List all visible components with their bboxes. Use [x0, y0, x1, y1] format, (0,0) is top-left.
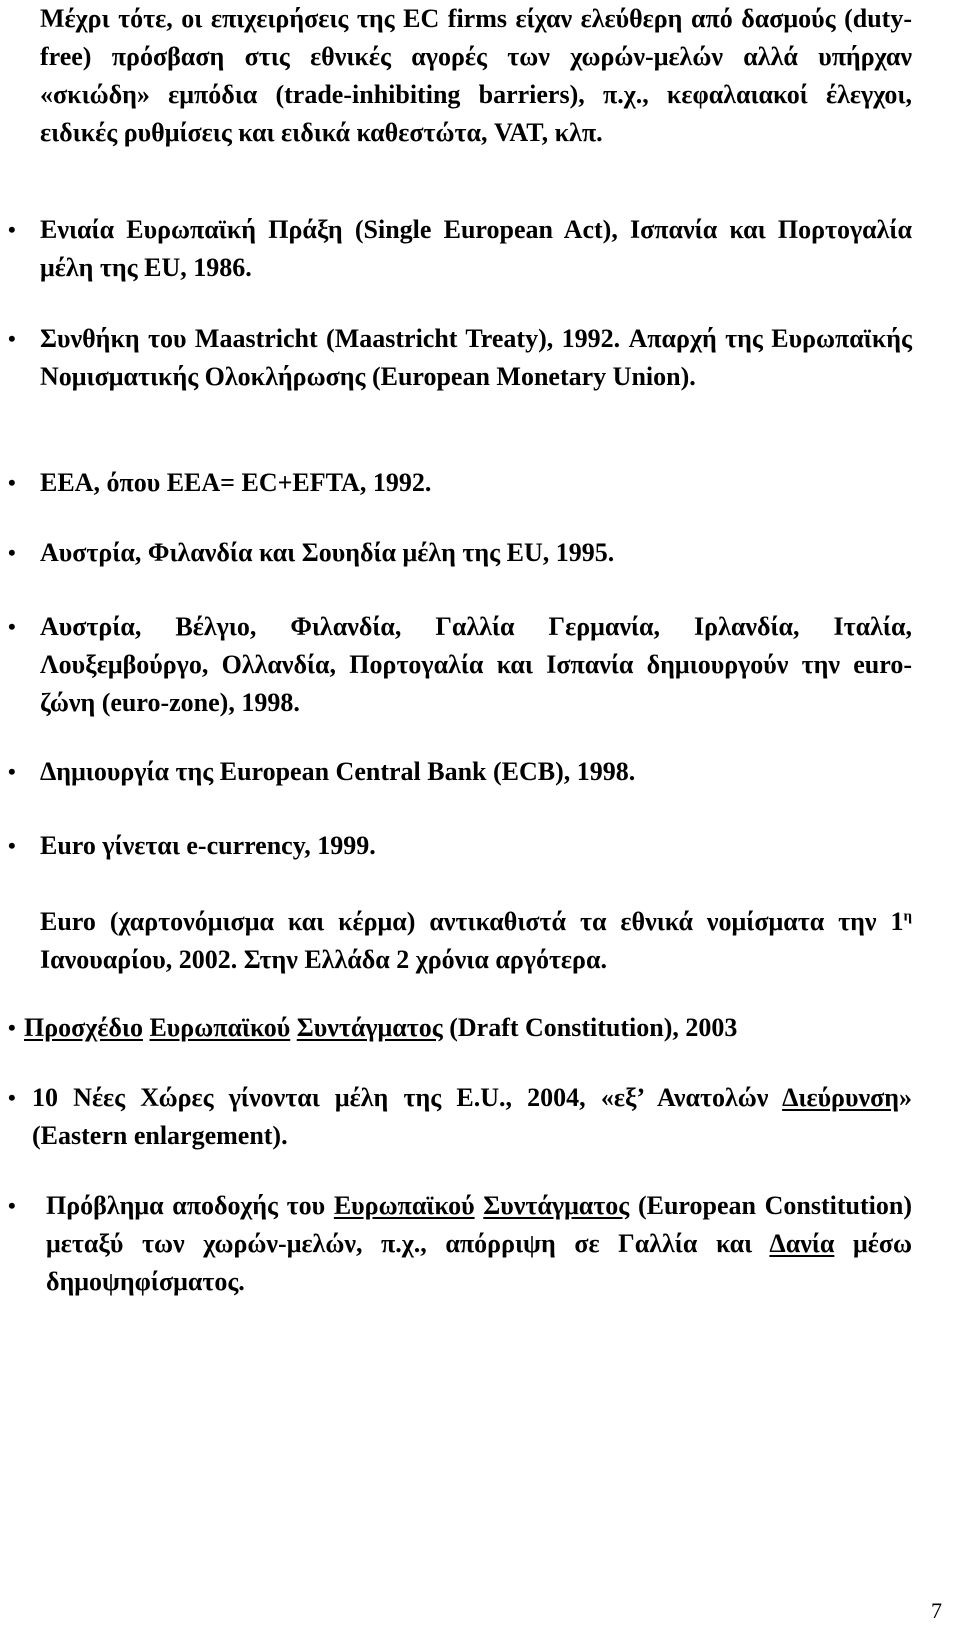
- bullet-icon: •: [8, 1015, 16, 1040]
- constitution-text: Πρόβλημα αποδοχής του: [46, 1191, 334, 1220]
- bullet-icon: •: [8, 326, 16, 351]
- list-item-austria-finland-sweden: Αυστρία, Φιλανδία και Σουηδία μέλη της EU, 1995.: [40, 538, 615, 567]
- list-item-euro-zone: Αυστρία, Βέλγιο, Φιλανδία, Γαλλία Γερμανία, Ιρλανδία, Ιταλία, Λουξεμβούργο, Ολλανδία, Πορτογαλία και Ισπανία δημιουργούν την euro-ζώνη (euro-zone), 1998.: [40, 612, 912, 717]
- bullet-icon: •: [8, 614, 16, 639]
- enlargement-text: 10 Νέες Χώρες γίνονται μέλη της E.U., 2004, «εξ’ Ανατολών: [32, 1083, 783, 1112]
- bullet-icon: •: [8, 759, 16, 784]
- euro-replacement-paragraph: [40, 903, 912, 979]
- underlined-word: Ευρωπαϊκού: [333, 1191, 475, 1220]
- constitution-text: μέσω δημοψηφίσματος.: [46, 1229, 912, 1296]
- list-item-eastern-enlargement: [32, 1079, 912, 1155]
- constitution-text: (European Constitution) μεταξύ των χωρών-μελών, π.χ., απόρριψη σε Γαλλία και: [46, 1191, 912, 1258]
- bullet-icon: •: [8, 217, 16, 242]
- bullet-icon: •: [8, 1085, 16, 1110]
- bullet-icon: •: [8, 470, 16, 495]
- ordinal-superscript: η: [903, 908, 912, 925]
- list-item-eea: EEA, όπου EEA= EC+EFTA, 1992.: [40, 468, 432, 497]
- enlargement-text-end: » (Eastern enlargement).: [32, 1083, 912, 1150]
- list-item-maastricht: Συνθήκη του Maastricht (Maastricht Treaty), 1992. Απαρχή της Ευρωπαϊκής Νομισματικής Ολοκλήρωσης (European Monetary Union).: [40, 324, 912, 391]
- page-number: 7: [931, 1598, 942, 1623]
- bullet-icon: •: [8, 833, 16, 858]
- bullet-icon: •: [8, 1193, 16, 1218]
- underlined-word: Συντάγματος: [296, 1013, 443, 1042]
- list-item-single-european-act: Ενιαία Ευρωπαϊκή Πράξη (Single European Act), Ισπανία και Πορτογαλία μέλη της EU, 1986.: [40, 215, 912, 282]
- underlined-word: Προσχέδιο: [24, 1013, 143, 1042]
- list-item-constitution-problem: [46, 1187, 912, 1301]
- underlined-word: Δανία: [769, 1229, 835, 1258]
- euro-text-part1: Euro (χαρτονόμισμα και κέρμα) αντικαθιστά τα εθνικά νομίσματα την 1: [40, 907, 904, 936]
- list-item-ecb: Δημιουργία της European Central Bank (ECB), 1998.: [40, 757, 636, 786]
- draft-constitution-text: (Draft Constitution), 2003: [449, 1013, 738, 1042]
- underlined-word: Διεύρυνση: [782, 1083, 899, 1112]
- constitution-text: [475, 1191, 484, 1220]
- bullet-icon: •: [8, 540, 16, 565]
- list-item-draft-constitution: [24, 1009, 912, 1047]
- underlined-word: Ευρωπαϊκού: [149, 1013, 291, 1042]
- list-item-e-currency: Euro γίνεται e-currency, 1999.: [40, 831, 376, 860]
- intro-paragraph: Μέχρι τότε, οι επιχειρήσεις της EC firms είχαν ελεύθερη από δασμούς (duty-free) πρόσβαση στις εθνικές αγορές των χωρών-μελών αλλά υπήρχαν «σκιώδη» εμπόδια (trade-inhibiting barriers), π.χ., κεφαλαιακοί έλεγχοι, ειδικές ρυθμίσεις και ειδικά καθεστώτα, VAT, κλπ.: [40, 4, 912, 147]
- underlined-word: Συντάγματος: [483, 1191, 630, 1220]
- euro-text-part2: Ιανουαρίου, 2002. Στην Ελλάδα 2 χρόνια αργότερα.: [40, 945, 607, 974]
